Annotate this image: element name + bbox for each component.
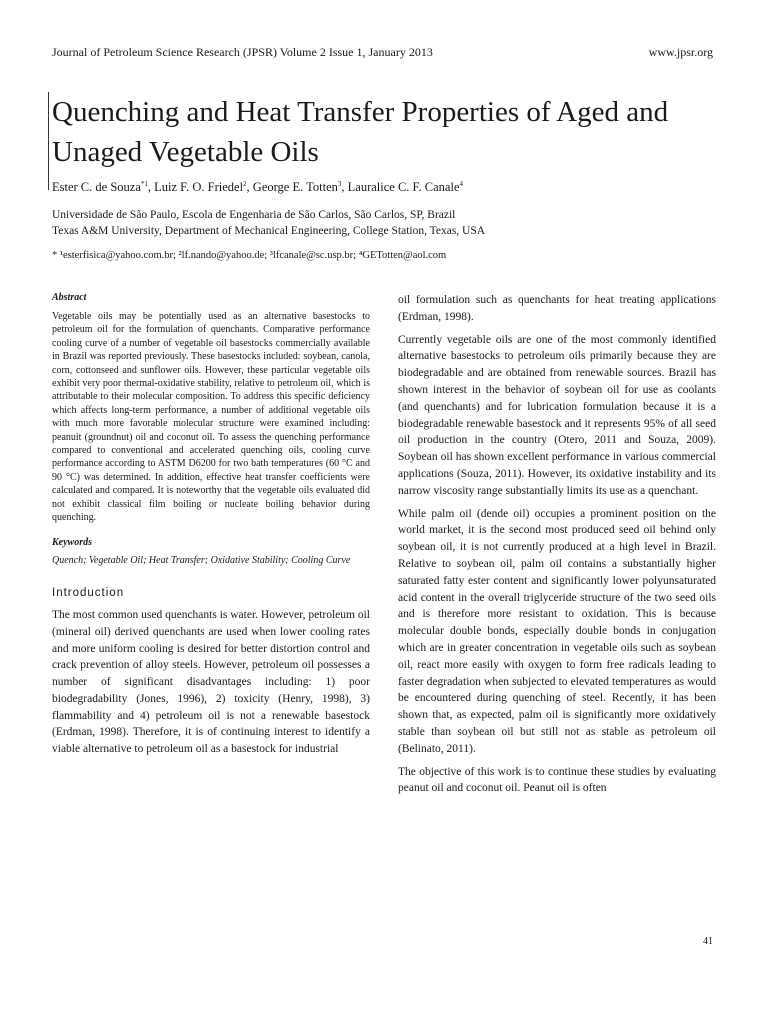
page-number: 41 — [703, 936, 713, 947]
journal-website[interactable]: www.jpsr.org — [648, 45, 713, 59]
abstract-text: Vegetable oils may be potentially used as an alternative basestocks to petroleum oil for the formulation of quenchants. Comparative performance cooling curve of a number of vegetable oil basestocks commercially available in Brazil was reported previously. These basestocks included: soybean, canola, corn, cottonseed and sunflower oils. However, these particular vegetable oils exhibit very poor thermal-oxidative stability, relative to petroleum oil, which is attributable to their molecular composition. To address this specific deficiency which affects long-term performance, a number of additional vegetable oils with much more favorable molecular structure were examined including: peanuit (groundnut) oil and coconut oil. To assess the quenching performance compared to conventional and accelerated quenching oils, cooling curve performance according to ASTM D6200 for two bath temperatures (60 °C and 90 °C) was determined. In addition, effective heat transfer coefficients were calculated and compared. It is noteworthy that the vegetable oils evaluated did not exhibit classical film boiling or nucleate boiling behavior during quenching. — [52, 311, 370, 524]
affiliation-line: Texas A&M University, Department of Mechanical Engineering, College Station, Texas, USA — [52, 225, 486, 237]
body-paragraph: oil formulation such as quenchants for heat treating applications (Erdman, 1998). — [398, 294, 716, 323]
author-name: George E. Totten — [252, 180, 338, 194]
author-name: Luiz F. O. Friedel — [154, 180, 244, 194]
journal-header: Journal of Petroleum Science Research (JPSR) Volume 2 Issue 1, January 2013 — [52, 45, 433, 59]
introduction-paragraph: The most common used quenchants is water. However, petroleum oil (mineral oil) derived quenchants are used when lower cooling rates and more uniform cooling is desired for better distortion control and crack prevention of alloy steels. However, petroleum oil possesses a number of significant disadvantages including: 1) poor biodegradability (Jones, 1996), 2) toxicity (Henry, 1998), 3) flammability and 4) petroleum oil is not a renewable basestock (Erdman, 1998). Therefore, it is of continuing interest to identify a viable alternative to petroleum oil as a basestock for industrial — [52, 608, 370, 756]
affiliations — [52, 207, 732, 239]
affiliation-line: Universidade de São Paulo, Escola de Engenharia de São Carlos, São Carlos, SP, Brazil — [52, 209, 456, 221]
title-rule — [48, 92, 49, 190]
author-sup: 2 — [243, 179, 247, 188]
keywords-heading: Keywords — [52, 536, 92, 548]
right-column — [398, 292, 716, 803]
left-column — [52, 292, 370, 764]
abstract-heading: Abstract — [52, 292, 87, 303]
author-sup: 3 — [337, 179, 342, 188]
introduction-heading: Introduction — [52, 586, 125, 599]
keywords-text: Quench; Vegetable Oil; Heat Transfer; Oxidative Stability; Cooling Curve — [52, 554, 351, 566]
body-paragraph: While palm oil (dende oil) occupies a prominent position on the world market, it is the second most produced seed oil behind only soybean oil, it is not currently produced at a high level in Brazil. Relative to soybean oil, palm oil contains a substantially higher saturated fatty ester content and significantly lower polyunsaturated acid content in the overall triglyceride structure of the two seed oils and is therefore more resistant to oxidation. This is because molecular double bonds, especially double bonds in conjugation which are in greater concentration in vegetable oils such as soybean oil, react more easily with oxygen to form free radicals leading to faster degradation when subjected to elevated temperatures as would be encountered during quenching of steel. Recently, it has been shown that, as expected, palm oil is significantly more oxidatively stable than soybean oil but still not as stable as petroleum oil (Belinato, 2011). — [398, 507, 716, 755]
body-paragraph: Currently vegetable oils are one of the most commonly identified alternative basestocks to petroleum oils primarily because they are biodegradable and are obtained from renewable sources. Brazil has shown interest in the behavior of soybean oil for use as coolants (and quenchants) and for lubrication formulation because it is a biodegradable renewable basestock and it represents 95% of all seed oil production in the country (Otero, 2011 and Souza, 2009). Soybean oil has shown excellent performance in various commercial applications (Souza, 2011). However, its oxidative instability and its narrow viscosity range substantially limits its use as a quenchant. — [398, 333, 716, 497]
author-emails: * ¹esterfisica@yahoo.com.br; ²lf.nando@yahoo.de; ³lfcanale@sc.usp.br; ⁴GETotten@aol.com — [52, 250, 447, 261]
author-name: Ester C. de Souza — [52, 180, 141, 194]
paper-title: Quenching and Heat Transfer Properties of Aged and Unaged Vegetable Oils — [52, 96, 669, 168]
author-sup: *1 — [140, 179, 148, 188]
author-name: Lauralice C. F. Canale — [347, 180, 460, 194]
author-list: Ester C. de Souza$^{*1}$, Luiz F. O. Friedel$^2$, George E. Totten$^3$, Lauralice C. F. Canale$^4$ — [52, 179, 463, 194]
author-sup: 4 — [459, 179, 463, 188]
body-paragraph: The objective of this work is to continue these studies by evaluating peanut oil and coconut oil. Peanut oil is often — [398, 765, 716, 795]
